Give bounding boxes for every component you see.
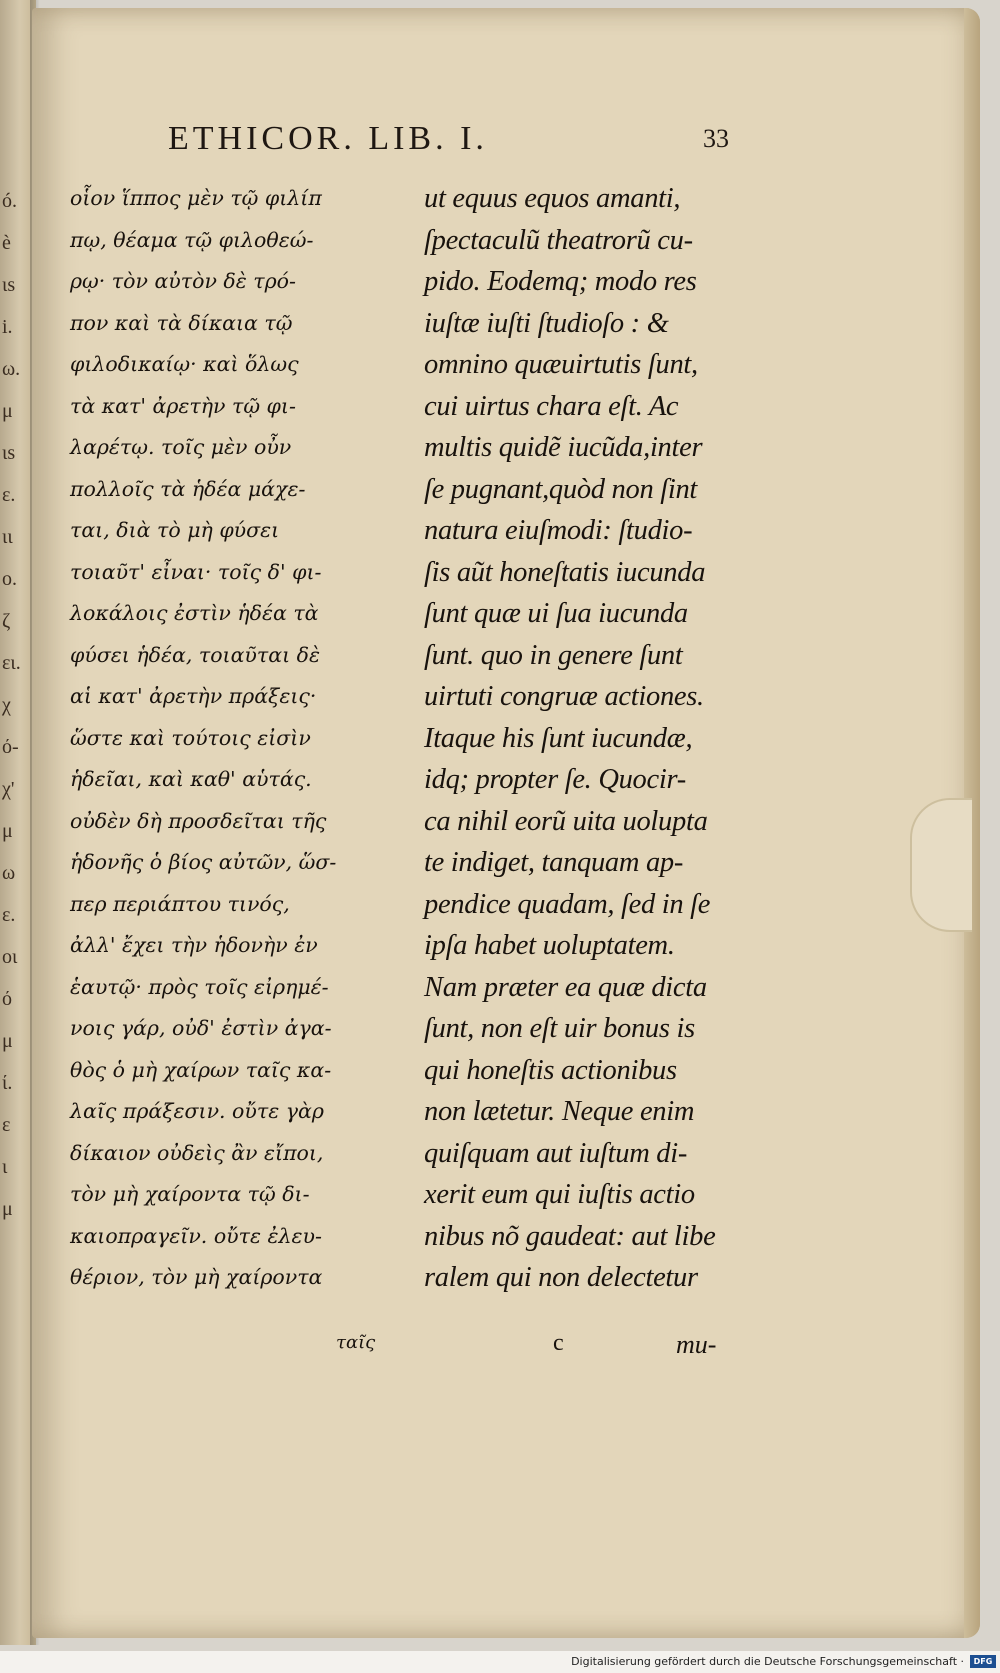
latin-line: omnino quæuirtutis ſunt, bbox=[424, 349, 698, 380]
greek-line: πῳ, θέαμα τῷ φιλοθεώ- bbox=[70, 227, 314, 252]
latin-line: non lætetur. Neque enim bbox=[424, 1096, 695, 1127]
greek-line: ἑαυτῷ· πρὸς τοῖς εἰρημέ- bbox=[70, 974, 329, 999]
facing-page-fragment: ε bbox=[2, 1114, 11, 1136]
greek-line: οἷον ἵππος μὲν τῷ φιλίπ bbox=[70, 186, 322, 210]
latin-line: ſunt quæ ui ſua iucunda bbox=[424, 598, 688, 629]
latin-line: ipſa habet uoluptatem. bbox=[424, 930, 675, 961]
facing-page-fragment: οι bbox=[2, 946, 18, 968]
facing-page-fragment: ό- bbox=[2, 736, 19, 758]
latin-line: ſis aũt honeſtatis iucunda bbox=[424, 556, 706, 588]
facing-page-fragment: μ bbox=[2, 400, 13, 422]
greek-line: δίκαιον οὐδεὶς ἂν εἴποι, bbox=[70, 1140, 324, 1165]
latin-line: ſpectaculũ theatrorũ cu- bbox=[424, 224, 693, 256]
latin-text-column bbox=[424, 178, 754, 1299]
latin-line: ut equus equos amanti, bbox=[424, 183, 681, 214]
running-head: ETHICOR. LIB. I. bbox=[168, 120, 488, 157]
greek-line: οὐδὲν δὴ προσδεῖται τῆς bbox=[70, 808, 327, 833]
latin-line: Nam præter ea quæ dicta bbox=[424, 971, 707, 1003]
page-tab-mark bbox=[910, 798, 972, 932]
greek-line: ἀλλ' ἔχει τὴν ἡδονὴν ἐν bbox=[70, 933, 318, 957]
facing-page-fragment: χ' bbox=[2, 778, 15, 800]
latin-line: ſe pugnant,quòd non ſint bbox=[424, 473, 698, 505]
latin-line: ca nihil eorũ uita uolupta bbox=[424, 805, 708, 837]
facing-page-fragment: i. bbox=[2, 316, 13, 338]
latin-line: idq; propter ſe. Quocir- bbox=[424, 764, 686, 795]
page-header bbox=[168, 120, 768, 160]
greek-line: ἡδονῆς ὁ βίος αὐτῶν, ὥσ- bbox=[70, 850, 337, 874]
greek-line: τὸν μὴ χαίροντα τῷ δι- bbox=[70, 1182, 310, 1206]
latin-catchword: mu- bbox=[676, 1330, 717, 1359]
latin-line: quiſquam aut iuſtum di- bbox=[424, 1137, 688, 1169]
dfg-logo: DFG bbox=[970, 1655, 996, 1668]
facing-page-fragment: è bbox=[2, 232, 11, 254]
greek-line: θὸς ὁ μὴ χαίρων ταῖς κα- bbox=[70, 1057, 332, 1082]
folio-number: 33 bbox=[703, 124, 729, 153]
greek-line: λοκάλοις ἐστὶν ἡδέα τὰ bbox=[70, 601, 319, 625]
latin-line: Itaque his ſunt iucundæ, bbox=[424, 722, 693, 754]
latin-line: xerit eum qui iuſtis actio bbox=[424, 1179, 695, 1210]
latin-line: nibus nõ gaudeat: aut libe bbox=[424, 1220, 716, 1252]
greek-text-column bbox=[70, 178, 400, 1299]
greek-line: αἱ κατ' ἀρετὴν πράξεις· bbox=[70, 684, 317, 708]
greek-line: φιλοδικαίῳ· καὶ ὅλως bbox=[70, 352, 299, 376]
facing-page-text-fragments bbox=[2, 180, 22, 1230]
facing-page-fragment: ο. bbox=[2, 568, 17, 590]
facing-page-fragment: μ bbox=[2, 1198, 13, 1220]
latin-line: cui uirtus chara eſt. Ac bbox=[424, 390, 679, 422]
facing-page-fragment: μ bbox=[2, 820, 13, 842]
greek-line: ται, διὰ τὸ μὴ φύσει bbox=[70, 518, 280, 542]
greek-line: πον καὶ τὰ δίκαια τῷ bbox=[70, 310, 293, 335]
facing-page-fragment: ει. bbox=[2, 652, 21, 674]
latin-line: pendice quadam, ſed in ſe bbox=[424, 888, 711, 920]
latin-line: multis quidẽ iucũda,inter bbox=[424, 432, 703, 463]
greek-line: ὥστε καὶ τούτοις εἰσὶν bbox=[70, 725, 311, 750]
greek-line: πολλοῖς τὰ ἡδέα μάχε- bbox=[70, 476, 306, 501]
signature-mark: c bbox=[553, 1330, 564, 1356]
greek-line: τὰ κατ' ἀρετὴν τῷ φι- bbox=[70, 393, 296, 418]
latin-line: ſunt, non eſt uir bonus is bbox=[424, 1013, 695, 1044]
latin-line: pido. Eodemq; modo res bbox=[424, 266, 697, 297]
latin-line: ralem qui non delectetur bbox=[424, 1262, 698, 1293]
footer-credit: Digitalisierung gefördert durch die Deutsche Forschungsgemeinschaft · bbox=[571, 1655, 964, 1668]
facing-page-fragment: ιs bbox=[2, 442, 16, 464]
facing-page-fragment: ω. bbox=[2, 358, 21, 380]
facing-page-fragment: χ bbox=[2, 694, 11, 716]
greek-line: νοις γάρ, οὐδ' ἐστὶν ἀγα- bbox=[70, 1016, 332, 1040]
greek-line: καιοπραγεῖν. οὔτε ἐλευ- bbox=[70, 1223, 322, 1248]
facing-page-fragment: ι bbox=[2, 1156, 8, 1178]
facing-page-fragment: ζ bbox=[2, 610, 11, 632]
facing-page-fragment: ó. bbox=[2, 190, 17, 212]
facing-page-fragment: ιs bbox=[2, 274, 16, 296]
digitization-footer bbox=[0, 1651, 1000, 1673]
latin-line: qui honeſtis actionibus bbox=[424, 1054, 677, 1086]
greek-catchword: ταῖς bbox=[336, 1332, 376, 1353]
facing-page-fragment: ί. bbox=[2, 1072, 13, 1094]
greek-line: περ περιάπτου τινός, bbox=[70, 891, 290, 916]
greek-line: λαῖς πράξεσιν. οὔτε γὰρ bbox=[70, 1099, 324, 1123]
greek-line: τοιαῦτ' εἶναι· τοῖς δ' φι- bbox=[70, 559, 322, 584]
facing-page-fragment: ω bbox=[2, 862, 16, 884]
latin-line: te indiget, tanquam ap- bbox=[424, 847, 684, 878]
latin-line: ſunt. quo in genere ſunt bbox=[424, 639, 683, 671]
greek-line: ἡδεῖαι, καὶ καθ' αὑτάς. bbox=[70, 767, 312, 791]
greek-line: θέριον, τὸν μὴ χαίροντα bbox=[70, 1265, 323, 1289]
latin-line: natura eiuſmodi: ſtudio- bbox=[424, 515, 693, 546]
greek-line: λαρέτῳ. τοῖς μὲν οὖν bbox=[70, 435, 292, 459]
facing-page-fragment: ιι bbox=[2, 526, 13, 548]
facing-page-fragment: μ bbox=[2, 1030, 13, 1052]
facing-page-fragment: ε. bbox=[2, 484, 16, 506]
greek-line: φύσει ἡδέα, τοιαῦται δὲ bbox=[70, 642, 320, 667]
latin-line: uirtuti congruæ actiones. bbox=[424, 681, 704, 712]
facing-page-fragment: ε. bbox=[2, 904, 16, 926]
facing-page-fragment: ό bbox=[2, 988, 12, 1010]
greek-line: ρῳ· τὸν αὐτὸν δὲ τρό- bbox=[70, 269, 296, 293]
latin-line: iuſtæ iuſti ſtudioſo : & bbox=[424, 307, 669, 339]
